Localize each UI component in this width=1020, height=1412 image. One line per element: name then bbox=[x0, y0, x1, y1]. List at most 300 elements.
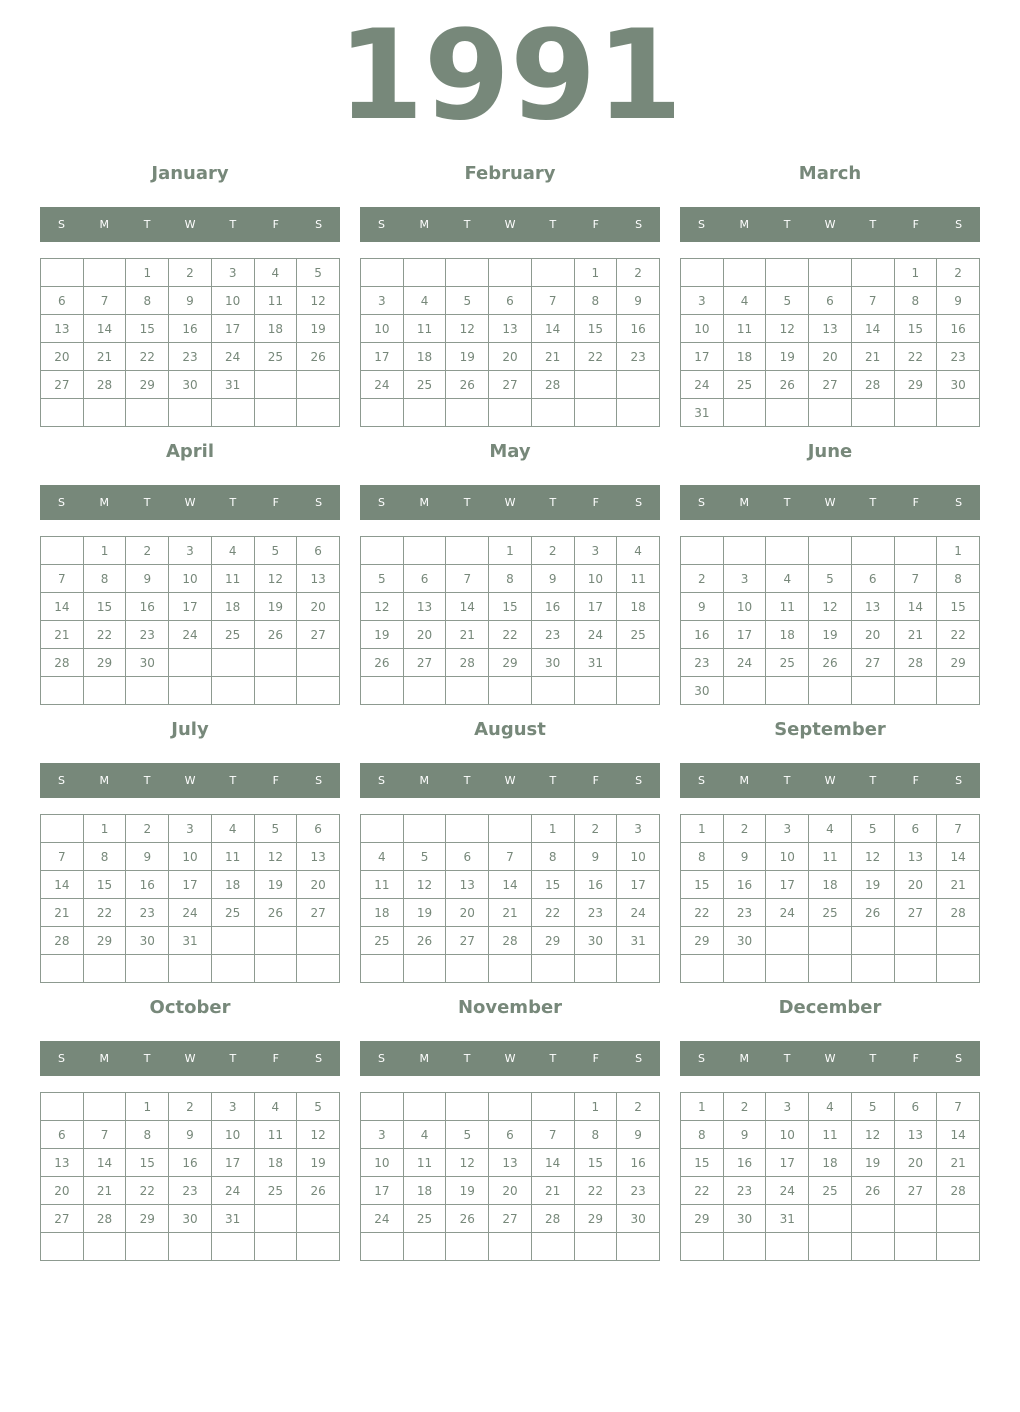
day-cell: 12 bbox=[446, 315, 489, 343]
week-row bbox=[41, 593, 340, 621]
day-cell: 18 bbox=[254, 1149, 297, 1177]
day-grid bbox=[40, 258, 340, 427]
day-cell: 22 bbox=[531, 899, 574, 927]
day-cell: 29 bbox=[83, 927, 126, 955]
week-row bbox=[361, 649, 660, 677]
day-cell: 18 bbox=[809, 871, 852, 899]
week-row bbox=[361, 927, 660, 955]
day-cell: 12 bbox=[361, 593, 404, 621]
week-row bbox=[41, 1149, 340, 1177]
day-cell: 4 bbox=[361, 843, 404, 871]
week-row bbox=[41, 1121, 340, 1149]
week-row bbox=[41, 287, 340, 315]
day-cell: 22 bbox=[681, 899, 724, 927]
weekday-label: S bbox=[955, 496, 963, 509]
day-cell: 31 bbox=[169, 927, 212, 955]
weekday-header bbox=[40, 1041, 340, 1076]
day-cell: 26 bbox=[403, 927, 446, 955]
day-cell: 9 bbox=[723, 1121, 766, 1149]
day-cell bbox=[254, 1205, 297, 1233]
day-cell: 24 bbox=[681, 371, 724, 399]
day-grid bbox=[360, 536, 660, 705]
week-row bbox=[681, 259, 980, 287]
day-cell: 18 bbox=[809, 1149, 852, 1177]
day-cell bbox=[446, 815, 489, 843]
weekday-label: F bbox=[912, 218, 919, 231]
day-cell: 13 bbox=[41, 315, 84, 343]
day-cell: 1 bbox=[681, 1093, 724, 1121]
day-cell bbox=[574, 955, 617, 983]
week-row bbox=[361, 1149, 660, 1177]
day-cell: 3 bbox=[169, 815, 212, 843]
week-row bbox=[681, 1205, 980, 1233]
day-cell: 16 bbox=[169, 315, 212, 343]
day-cell: 24 bbox=[766, 899, 809, 927]
day-cell: 12 bbox=[446, 1149, 489, 1177]
day-cell bbox=[809, 955, 852, 983]
day-cell: 22 bbox=[83, 899, 126, 927]
weekday-label: F bbox=[272, 218, 279, 231]
day-cell: 29 bbox=[574, 1205, 617, 1233]
day-cell bbox=[809, 677, 852, 705]
week-row bbox=[361, 1177, 660, 1205]
day-cell: 4 bbox=[254, 1093, 297, 1121]
day-cell: 22 bbox=[681, 1177, 724, 1205]
day-cell: 19 bbox=[851, 871, 894, 899]
day-grid bbox=[360, 258, 660, 427]
day-cell: 23 bbox=[617, 1177, 660, 1205]
weekday-label: S bbox=[955, 218, 963, 231]
day-cell: 25 bbox=[361, 927, 404, 955]
weekday-label: T bbox=[783, 218, 791, 231]
week-row bbox=[681, 399, 980, 427]
day-cell bbox=[574, 371, 617, 399]
weekday-label: F bbox=[272, 496, 279, 509]
day-cell: 18 bbox=[723, 343, 766, 371]
week-row bbox=[41, 399, 340, 427]
day-cell: 2 bbox=[574, 815, 617, 843]
day-cell: 3 bbox=[361, 1121, 404, 1149]
day-cell: 5 bbox=[446, 287, 489, 315]
day-cell: 13 bbox=[894, 843, 937, 871]
week-row bbox=[41, 815, 340, 843]
day-cell bbox=[894, 955, 937, 983]
day-grid bbox=[360, 814, 660, 983]
day-cell: 28 bbox=[83, 371, 126, 399]
day-cell bbox=[809, 1205, 852, 1233]
day-cell bbox=[126, 399, 169, 427]
day-cell: 29 bbox=[531, 927, 574, 955]
weekday-header bbox=[360, 1041, 660, 1076]
day-cell bbox=[894, 1205, 937, 1233]
day-cell bbox=[254, 371, 297, 399]
day-cell: 27 bbox=[489, 1205, 532, 1233]
day-cell bbox=[361, 537, 404, 565]
day-cell: 27 bbox=[297, 899, 340, 927]
day-cell: 9 bbox=[169, 287, 212, 315]
day-cell: 11 bbox=[766, 593, 809, 621]
week-row bbox=[41, 343, 340, 371]
day-cell: 2 bbox=[169, 1093, 212, 1121]
day-cell: 6 bbox=[894, 815, 937, 843]
day-cell: 14 bbox=[489, 871, 532, 899]
week-row bbox=[681, 955, 980, 983]
day-cell bbox=[297, 399, 340, 427]
week-row bbox=[361, 399, 660, 427]
weekday-header bbox=[680, 207, 980, 242]
day-cell bbox=[681, 259, 724, 287]
week-row bbox=[681, 593, 980, 621]
day-cell: 22 bbox=[894, 343, 937, 371]
day-cell: 2 bbox=[617, 259, 660, 287]
day-cell: 10 bbox=[766, 843, 809, 871]
day-cell: 26 bbox=[851, 1177, 894, 1205]
day-cell: 23 bbox=[126, 621, 169, 649]
day-cell bbox=[211, 927, 254, 955]
day-cell: 30 bbox=[169, 1205, 212, 1233]
day-cell: 26 bbox=[851, 899, 894, 927]
day-cell: 8 bbox=[681, 1121, 724, 1149]
day-cell: 7 bbox=[851, 287, 894, 315]
weekday-label: T bbox=[869, 1052, 877, 1065]
day-cell: 5 bbox=[446, 1121, 489, 1149]
day-cell: 28 bbox=[851, 371, 894, 399]
weekday-label: M bbox=[419, 218, 430, 231]
weekday-header bbox=[360, 763, 660, 798]
day-cell: 15 bbox=[126, 1149, 169, 1177]
day-cell: 19 bbox=[446, 1177, 489, 1205]
day-cell: 3 bbox=[723, 565, 766, 593]
day-cell: 22 bbox=[489, 621, 532, 649]
day-cell bbox=[851, 259, 894, 287]
weekday-header bbox=[680, 1041, 980, 1076]
month-name: March bbox=[798, 163, 862, 184]
day-cell: 7 bbox=[937, 1093, 980, 1121]
day-cell: 13 bbox=[297, 565, 340, 593]
day-cell: 15 bbox=[681, 1149, 724, 1177]
day-cell bbox=[894, 399, 937, 427]
day-cell bbox=[489, 259, 532, 287]
day-cell: 2 bbox=[169, 259, 212, 287]
day-cell: 17 bbox=[574, 593, 617, 621]
day-cell bbox=[41, 677, 84, 705]
day-cell bbox=[361, 259, 404, 287]
day-cell: 18 bbox=[766, 621, 809, 649]
day-cell bbox=[937, 399, 980, 427]
weekday-label: T bbox=[229, 774, 237, 787]
day-cell bbox=[809, 399, 852, 427]
weekday-label: T bbox=[549, 496, 557, 509]
day-cell: 16 bbox=[126, 593, 169, 621]
day-cell: 26 bbox=[297, 343, 340, 371]
day-cell bbox=[446, 1093, 489, 1121]
day-cell: 9 bbox=[126, 843, 169, 871]
day-cell: 29 bbox=[937, 649, 980, 677]
day-cell: 19 bbox=[361, 621, 404, 649]
week-row bbox=[361, 371, 660, 399]
week-row bbox=[41, 1205, 340, 1233]
day-cell: 24 bbox=[361, 1205, 404, 1233]
weekday-label: S bbox=[697, 1052, 705, 1065]
week-row bbox=[41, 371, 340, 399]
day-cell bbox=[41, 399, 84, 427]
day-cell: 20 bbox=[446, 899, 489, 927]
day-cell bbox=[681, 1233, 724, 1261]
day-cell bbox=[766, 1233, 809, 1261]
day-cell: 21 bbox=[937, 1149, 980, 1177]
week-row bbox=[681, 1121, 980, 1149]
weekday-label: M bbox=[419, 774, 430, 787]
weekday-label: W bbox=[824, 774, 836, 787]
day-cell: 1 bbox=[574, 259, 617, 287]
day-cell: 4 bbox=[211, 537, 254, 565]
day-cell: 3 bbox=[361, 287, 404, 315]
day-cell: 10 bbox=[574, 565, 617, 593]
day-cell: 19 bbox=[254, 593, 297, 621]
week-row bbox=[361, 815, 660, 843]
day-cell: 8 bbox=[489, 565, 532, 593]
weekday-header bbox=[360, 207, 660, 242]
day-cell: 30 bbox=[126, 649, 169, 677]
week-row bbox=[681, 815, 980, 843]
day-cell: 4 bbox=[254, 259, 297, 287]
day-cell: 9 bbox=[723, 843, 766, 871]
weekday-label: T bbox=[549, 1052, 557, 1065]
weekday-label: S bbox=[57, 774, 65, 787]
day-cell bbox=[766, 955, 809, 983]
day-cell bbox=[937, 677, 980, 705]
day-cell: 25 bbox=[254, 343, 297, 371]
day-cell: 25 bbox=[211, 899, 254, 927]
day-cell: 21 bbox=[83, 1177, 126, 1205]
day-cell: 11 bbox=[809, 1121, 852, 1149]
day-cell: 10 bbox=[211, 1121, 254, 1149]
day-cell: 18 bbox=[211, 871, 254, 899]
day-cell: 22 bbox=[574, 343, 617, 371]
day-cell bbox=[169, 399, 212, 427]
weekday-label: T bbox=[229, 1052, 237, 1065]
day-cell: 15 bbox=[574, 1149, 617, 1177]
week-row bbox=[41, 315, 340, 343]
day-cell: 27 bbox=[894, 1177, 937, 1205]
day-cell: 1 bbox=[937, 537, 980, 565]
day-cell: 27 bbox=[446, 927, 489, 955]
day-cell: 1 bbox=[83, 815, 126, 843]
day-cell: 28 bbox=[83, 1205, 126, 1233]
day-cell: 24 bbox=[361, 371, 404, 399]
day-cell: 6 bbox=[851, 565, 894, 593]
day-cell bbox=[83, 1233, 126, 1261]
day-cell bbox=[894, 537, 937, 565]
week-row bbox=[41, 955, 340, 983]
day-cell: 8 bbox=[894, 287, 937, 315]
weekday-label: M bbox=[739, 1052, 750, 1065]
day-cell: 14 bbox=[894, 593, 937, 621]
week-row bbox=[41, 1177, 340, 1205]
weekday-label: S bbox=[697, 496, 705, 509]
week-row bbox=[681, 315, 980, 343]
day-cell: 6 bbox=[41, 287, 84, 315]
weekday-label: W bbox=[184, 218, 196, 231]
day-cell: 15 bbox=[937, 593, 980, 621]
day-cell: 17 bbox=[211, 1149, 254, 1177]
weekday-label: T bbox=[229, 496, 237, 509]
weekday-label: S bbox=[377, 218, 385, 231]
day-cell: 22 bbox=[126, 343, 169, 371]
day-cell: 17 bbox=[766, 1149, 809, 1177]
week-row bbox=[41, 259, 340, 287]
day-cell bbox=[617, 677, 660, 705]
day-cell: 8 bbox=[83, 565, 126, 593]
day-cell: 26 bbox=[254, 621, 297, 649]
day-cell: 24 bbox=[723, 649, 766, 677]
day-cell: 3 bbox=[681, 287, 724, 315]
day-cell bbox=[766, 537, 809, 565]
day-cell: 6 bbox=[446, 843, 489, 871]
day-cell: 11 bbox=[211, 843, 254, 871]
week-row bbox=[41, 1233, 340, 1261]
week-row bbox=[41, 677, 340, 705]
day-cell bbox=[894, 677, 937, 705]
day-cell: 23 bbox=[723, 1177, 766, 1205]
day-cell bbox=[41, 259, 84, 287]
day-cell: 6 bbox=[894, 1093, 937, 1121]
day-cell: 16 bbox=[617, 1149, 660, 1177]
day-cell bbox=[851, 1205, 894, 1233]
day-cell bbox=[617, 955, 660, 983]
day-cell: 13 bbox=[41, 1149, 84, 1177]
weekday-header bbox=[40, 485, 340, 520]
day-cell: 27 bbox=[41, 371, 84, 399]
weekday-label: W bbox=[824, 1052, 836, 1065]
week-row bbox=[681, 537, 980, 565]
day-cell: 9 bbox=[617, 287, 660, 315]
day-cell: 28 bbox=[489, 927, 532, 955]
day-cell: 8 bbox=[83, 843, 126, 871]
day-cell bbox=[254, 1233, 297, 1261]
day-cell: 7 bbox=[446, 565, 489, 593]
day-cell: 28 bbox=[531, 1205, 574, 1233]
day-cell: 16 bbox=[681, 621, 724, 649]
weekday-label: T bbox=[463, 496, 471, 509]
day-grid bbox=[680, 536, 980, 705]
week-row bbox=[681, 371, 980, 399]
day-cell: 21 bbox=[531, 1177, 574, 1205]
day-cell bbox=[446, 399, 489, 427]
day-cell bbox=[937, 927, 980, 955]
day-cell bbox=[851, 1233, 894, 1261]
weekday-label: F bbox=[912, 496, 919, 509]
day-cell: 28 bbox=[937, 899, 980, 927]
day-cell: 14 bbox=[41, 871, 84, 899]
day-cell: 21 bbox=[41, 899, 84, 927]
day-cell: 14 bbox=[937, 843, 980, 871]
day-cell bbox=[446, 537, 489, 565]
day-cell: 29 bbox=[681, 927, 724, 955]
day-cell bbox=[531, 677, 574, 705]
day-cell: 3 bbox=[574, 537, 617, 565]
weekday-label: F bbox=[592, 774, 599, 787]
day-cell bbox=[41, 537, 84, 565]
day-cell bbox=[851, 927, 894, 955]
day-cell bbox=[531, 1093, 574, 1121]
day-cell: 14 bbox=[851, 315, 894, 343]
day-cell bbox=[766, 259, 809, 287]
day-cell: 25 bbox=[403, 371, 446, 399]
month-name: April bbox=[165, 441, 215, 462]
day-cell: 8 bbox=[937, 565, 980, 593]
week-row bbox=[361, 621, 660, 649]
day-cell: 20 bbox=[297, 593, 340, 621]
day-cell: 30 bbox=[723, 1205, 766, 1233]
week-row bbox=[361, 593, 660, 621]
day-cell: 17 bbox=[169, 871, 212, 899]
day-cell bbox=[531, 1233, 574, 1261]
day-cell bbox=[83, 1093, 126, 1121]
day-cell: 19 bbox=[297, 315, 340, 343]
day-cell: 19 bbox=[446, 343, 489, 371]
day-cell bbox=[723, 537, 766, 565]
day-cell: 10 bbox=[169, 565, 212, 593]
day-cell bbox=[403, 815, 446, 843]
day-cell bbox=[254, 955, 297, 983]
day-cell: 17 bbox=[617, 871, 660, 899]
day-cell bbox=[617, 649, 660, 677]
day-cell: 25 bbox=[766, 649, 809, 677]
day-cell: 16 bbox=[574, 871, 617, 899]
day-cell: 20 bbox=[403, 621, 446, 649]
week-row bbox=[361, 1233, 660, 1261]
day-grid bbox=[680, 1092, 980, 1261]
day-cell: 28 bbox=[446, 649, 489, 677]
day-cell: 5 bbox=[254, 815, 297, 843]
day-cell bbox=[851, 537, 894, 565]
weekday-label: S bbox=[57, 496, 65, 509]
week-row bbox=[681, 1177, 980, 1205]
weekday-label: T bbox=[463, 774, 471, 787]
day-cell: 9 bbox=[574, 843, 617, 871]
day-cell: 29 bbox=[126, 371, 169, 399]
day-cell: 12 bbox=[809, 593, 852, 621]
day-cell bbox=[809, 927, 852, 955]
day-cell: 13 bbox=[894, 1121, 937, 1149]
weekday-label: T bbox=[143, 1052, 151, 1065]
weekday-header bbox=[40, 207, 340, 242]
day-cell bbox=[254, 677, 297, 705]
day-cell: 12 bbox=[766, 315, 809, 343]
weekday-label: S bbox=[377, 1052, 385, 1065]
weekday-label: F bbox=[272, 774, 279, 787]
weekday-label: T bbox=[549, 774, 557, 787]
day-cell: 11 bbox=[809, 843, 852, 871]
weekday-label: T bbox=[229, 218, 237, 231]
day-cell: 23 bbox=[937, 343, 980, 371]
day-cell: 31 bbox=[574, 649, 617, 677]
day-cell bbox=[723, 677, 766, 705]
day-cell bbox=[489, 955, 532, 983]
day-cell bbox=[531, 259, 574, 287]
day-cell: 5 bbox=[297, 259, 340, 287]
weekday-label: F bbox=[592, 496, 599, 509]
day-cell: 18 bbox=[211, 593, 254, 621]
day-grid bbox=[360, 1092, 660, 1261]
day-cell: 11 bbox=[254, 287, 297, 315]
day-cell bbox=[489, 1093, 532, 1121]
day-cell: 4 bbox=[403, 287, 446, 315]
day-cell: 11 bbox=[723, 315, 766, 343]
day-cell: 11 bbox=[617, 565, 660, 593]
day-cell: 21 bbox=[937, 871, 980, 899]
